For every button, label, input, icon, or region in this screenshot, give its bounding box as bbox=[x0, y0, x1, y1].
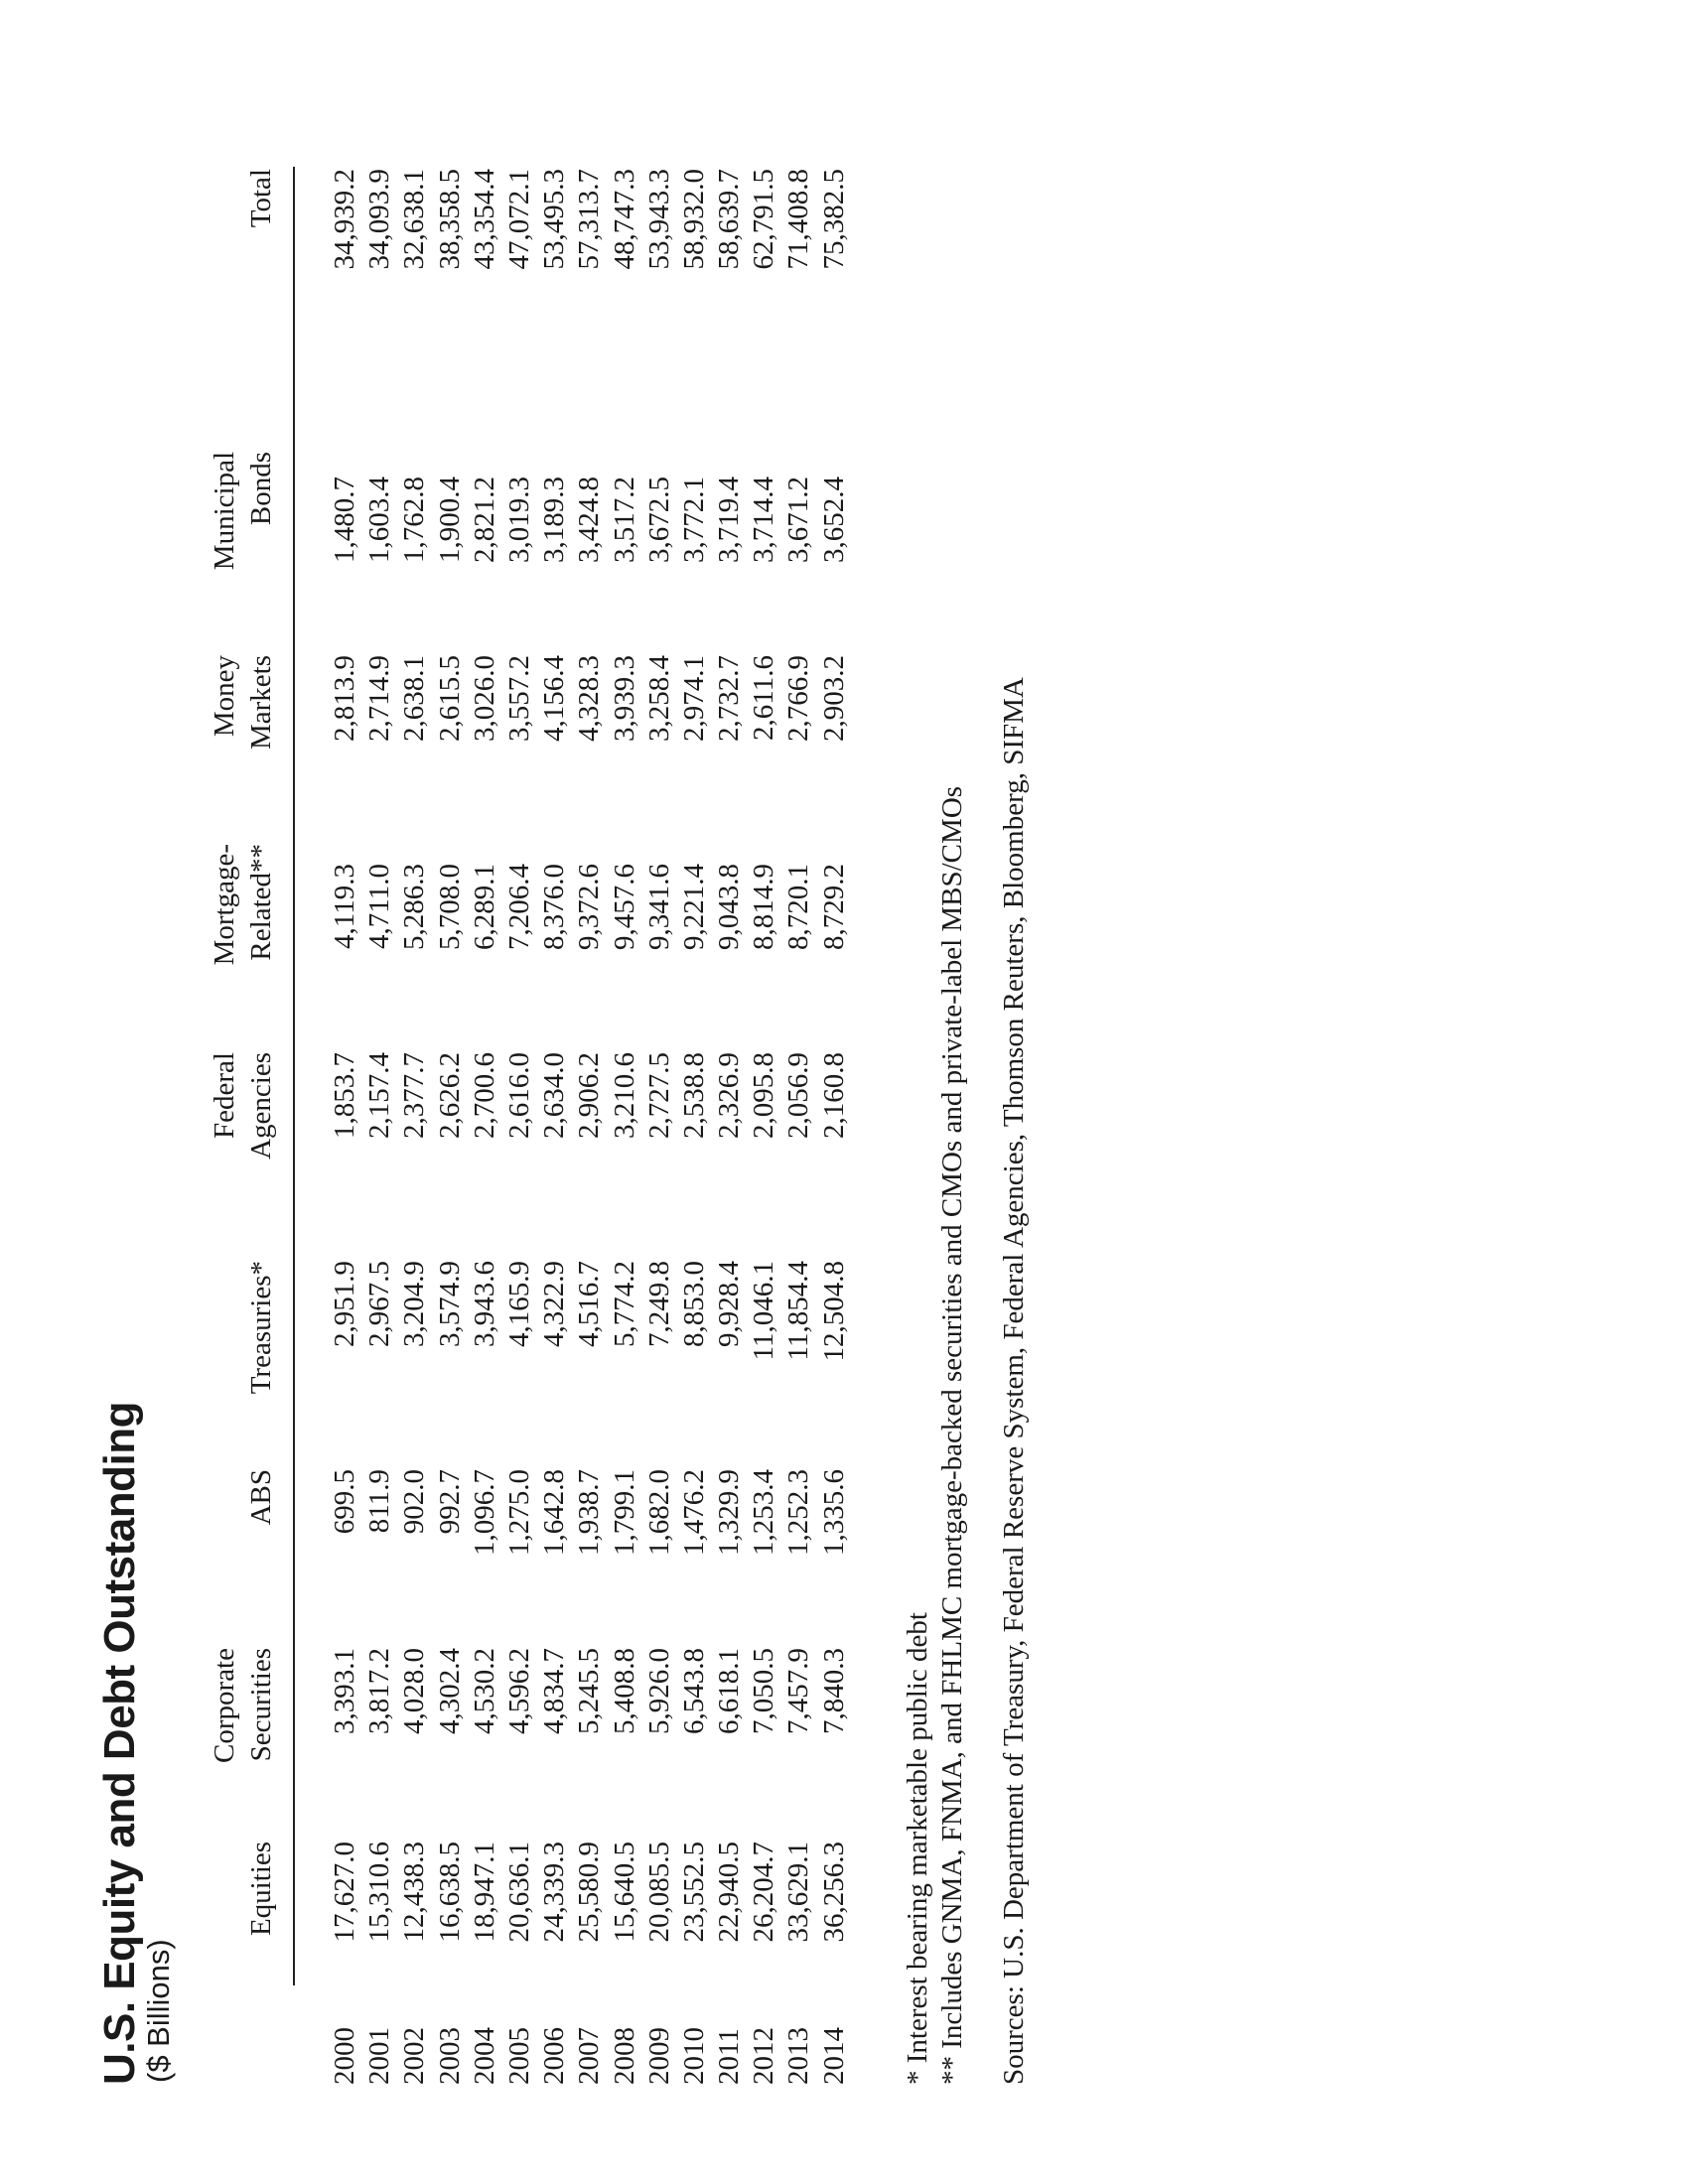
treasuries-cell: 4,322.9 bbox=[538, 1261, 571, 1347]
mortgage-related-cell: 6,289.1 bbox=[468, 864, 500, 950]
total-cell: 38,358.5 bbox=[433, 169, 466, 270]
footnote-mortgage: ** Includes GNMA, FNMA, and FHLMC mortgage-backed securities and CMOs and private-label MBS/CMOs bbox=[936, 785, 968, 2085]
year-cell: 2002 bbox=[398, 2027, 431, 2085]
corporate-securities-cell: 4,834.7 bbox=[538, 1648, 571, 1734]
corporate-securities-cell: 4,028.0 bbox=[398, 1648, 431, 1734]
abs-cell: 699.5 bbox=[329, 1469, 360, 1535]
corporate-securities-cell: 4,302.4 bbox=[433, 1648, 466, 1734]
federal-agencies-cell: 2,326.9 bbox=[713, 1052, 746, 1139]
abs-cell: 1,642.8 bbox=[538, 1469, 571, 1556]
money-markets-cell: 2,638.1 bbox=[398, 655, 431, 742]
municipal-bonds-cell: 3,424.8 bbox=[573, 477, 606, 563]
total-cell: 62,791.5 bbox=[748, 169, 780, 270]
money-markets-cell: 2,615.5 bbox=[433, 655, 466, 742]
total-cell: 58,639.7 bbox=[713, 169, 746, 270]
municipal-bonds-cell: 3,189.3 bbox=[538, 477, 571, 563]
money-markets-cell: 2,611.6 bbox=[748, 655, 780, 741]
total-cell: 57,313.7 bbox=[573, 169, 606, 270]
treasuries-cell: 4,165.9 bbox=[502, 1261, 535, 1347]
money-markets-cell: 2,714.9 bbox=[363, 655, 396, 742]
mortgage-related-cell: 5,286.3 bbox=[398, 864, 431, 950]
money-markets-cell: 2,732.7 bbox=[713, 655, 746, 742]
total-cell: 58,932.0 bbox=[677, 169, 710, 270]
mortgage-related-cell: 9,372.6 bbox=[573, 864, 606, 950]
abs-cell: 1,799.1 bbox=[608, 1469, 640, 1556]
treasuries-cell: 4,516.7 bbox=[573, 1261, 606, 1347]
year-cell: 2014 bbox=[817, 2027, 850, 2085]
money-markets-cell: 3,939.3 bbox=[608, 655, 640, 742]
municipal-bonds-cell: 3,672.5 bbox=[642, 477, 675, 563]
treasuries-cell: 11,854.4 bbox=[782, 1261, 815, 1361]
header-corporate-securities: Corporate Securities bbox=[209, 1648, 277, 1763]
corporate-securities-cell: 6,618.1 bbox=[713, 1648, 746, 1734]
equities-cell: 33,629.1 bbox=[782, 1842, 815, 1943]
mortgage-related-cell: 4,711.0 bbox=[363, 864, 396, 949]
treasuries-cell: 2,967.5 bbox=[363, 1261, 396, 1347]
header-municipal-bonds: Municipal Bonds bbox=[209, 452, 277, 571]
year-cell: 2009 bbox=[642, 2027, 675, 2085]
treasuries-cell: 3,574.9 bbox=[433, 1261, 466, 1347]
municipal-bonds-cell: 3,772.1 bbox=[677, 477, 710, 563]
municipal-bonds-cell: 3,517.2 bbox=[608, 477, 640, 563]
treasuries-cell: 11,046.1 bbox=[748, 1261, 780, 1361]
total-cell: 34,093.9 bbox=[363, 169, 396, 270]
abs-cell: 902.0 bbox=[398, 1469, 431, 1535]
year-cell: 2004 bbox=[468, 2027, 500, 2085]
corporate-securities-cell: 3,393.1 bbox=[329, 1648, 360, 1734]
column-total bbox=[328, 169, 852, 318]
federal-agencies-cell: 2,160.8 bbox=[817, 1052, 850, 1139]
money-markets-cell: 3,557.2 bbox=[502, 655, 535, 742]
total-cell: 75,382.5 bbox=[817, 169, 850, 270]
federal-agencies-cell: 1,853.7 bbox=[329, 1052, 360, 1139]
year-cell: 2006 bbox=[538, 2027, 571, 2085]
equities-cell: 17,627.0 bbox=[329, 1842, 360, 1943]
money-markets-cell: 2,903.2 bbox=[817, 655, 850, 742]
total-cell: 71,408.8 bbox=[782, 169, 815, 270]
federal-agencies-cell: 2,056.9 bbox=[782, 1052, 815, 1139]
year-cell: 2000 bbox=[329, 2027, 360, 2085]
mortgage-related-cell: 8,814.9 bbox=[748, 864, 780, 950]
money-markets-cell: 2,974.1 bbox=[677, 655, 710, 742]
treasuries-cell: 8,853.0 bbox=[677, 1261, 710, 1347]
treasuries-cell: 3,204.9 bbox=[398, 1261, 431, 1347]
header-federal-agencies: Federal Agencies bbox=[209, 1052, 277, 1160]
municipal-bonds-cell: 3,671.2 bbox=[782, 477, 815, 563]
money-markets-cell: 2,813.9 bbox=[329, 655, 360, 742]
page-title: U.S. Equity and Debt Outstanding bbox=[95, 1402, 144, 2085]
equities-cell: 18,947.1 bbox=[468, 1842, 500, 1943]
mortgage-related-cell: 4,119.3 bbox=[329, 864, 360, 949]
total-cell: 43,354.4 bbox=[468, 169, 500, 270]
corporate-securities-cell: 5,408.8 bbox=[608, 1648, 640, 1734]
column-money-markets bbox=[328, 655, 852, 794]
corporate-securities-cell: 7,457.9 bbox=[782, 1648, 815, 1734]
column-federal-agencies bbox=[328, 1052, 852, 1191]
mortgage-related-cell: 5,708.0 bbox=[433, 864, 466, 950]
municipal-bonds-cell: 1,480.7 bbox=[329, 477, 360, 563]
equities-cell: 26,204.7 bbox=[748, 1842, 780, 1943]
year-cell: 2010 bbox=[677, 2027, 710, 2085]
abs-cell: 1,335.6 bbox=[817, 1469, 850, 1556]
municipal-bonds-cell: 2,821.2 bbox=[468, 477, 500, 563]
column-equities bbox=[328, 1842, 852, 1990]
treasuries-cell: 12,504.8 bbox=[817, 1261, 850, 1362]
federal-agencies-cell: 2,377.7 bbox=[398, 1052, 431, 1139]
equities-cell: 12,438.3 bbox=[398, 1842, 431, 1943]
equities-cell: 20,636.1 bbox=[502, 1842, 535, 1943]
year-cell: 2012 bbox=[748, 2027, 780, 2085]
federal-agencies-cell: 2,727.5 bbox=[642, 1052, 675, 1139]
corporate-securities-cell: 4,596.2 bbox=[502, 1648, 535, 1734]
total-cell: 53,495.3 bbox=[538, 169, 571, 270]
municipal-bonds-cell: 3,652.4 bbox=[817, 477, 850, 563]
abs-cell: 992.7 bbox=[433, 1469, 466, 1535]
mortgage-related-cell: 9,341.6 bbox=[642, 864, 675, 950]
abs-cell: 811.9 bbox=[363, 1469, 396, 1534]
mortgage-related-cell: 8,729.2 bbox=[817, 864, 850, 950]
year-cell: 2011 bbox=[713, 2028, 746, 2085]
equities-cell: 23,552.5 bbox=[677, 1842, 710, 1943]
mortgage-related-cell: 9,043.8 bbox=[713, 864, 746, 950]
federal-agencies-cell: 2,700.6 bbox=[468, 1052, 500, 1139]
treasuries-cell: 7,249.8 bbox=[642, 1261, 675, 1347]
header-equities: Equities bbox=[245, 1842, 277, 1937]
header-total: Total bbox=[245, 169, 277, 228]
total-cell: 32,638.1 bbox=[398, 169, 431, 270]
equities-cell: 15,640.5 bbox=[608, 1842, 640, 1943]
federal-agencies-cell: 3,210.6 bbox=[608, 1052, 640, 1139]
municipal-bonds-cell: 3,719.4 bbox=[713, 477, 746, 563]
total-cell: 47,072.1 bbox=[502, 169, 535, 270]
money-markets-cell: 3,258.4 bbox=[642, 655, 675, 742]
year-cell: 2003 bbox=[433, 2027, 466, 2085]
equities-cell: 20,085.5 bbox=[642, 1842, 675, 1943]
abs-cell: 1,253.4 bbox=[748, 1469, 780, 1556]
equities-cell: 22,940.5 bbox=[713, 1842, 746, 1943]
mortgage-related-cell: 8,376.0 bbox=[538, 864, 571, 950]
treasuries-cell: 5,774.2 bbox=[608, 1261, 640, 1347]
corporate-securities-cell: 7,840.3 bbox=[817, 1648, 850, 1734]
municipal-bonds-cell: 3,714.4 bbox=[748, 477, 780, 563]
column-municipal-bonds bbox=[328, 477, 852, 615]
abs-cell: 1,096.7 bbox=[468, 1469, 500, 1556]
mortgage-related-cell: 8,720.1 bbox=[782, 864, 815, 950]
year-cell: 2008 bbox=[608, 2027, 640, 2085]
federal-agencies-cell: 2,157.4 bbox=[363, 1052, 396, 1139]
abs-cell: 1,938.7 bbox=[573, 1469, 606, 1556]
column-treasuries bbox=[328, 1261, 852, 1420]
municipal-bonds-cell: 1,900.4 bbox=[433, 477, 466, 563]
header-abs: ABS bbox=[245, 1469, 277, 1526]
federal-agencies-cell: 2,538.8 bbox=[677, 1052, 710, 1139]
header-treasuries: Treasuries* bbox=[245, 1261, 277, 1395]
abs-cell: 1,682.0 bbox=[642, 1469, 675, 1556]
column-years bbox=[328, 2005, 852, 2085]
mortgage-related-cell: 9,457.6 bbox=[608, 864, 640, 950]
treasuries-cell: 9,928.4 bbox=[713, 1261, 746, 1347]
treasuries-cell: 2,951.9 bbox=[329, 1261, 360, 1347]
corporate-securities-cell: 3,817.2 bbox=[363, 1648, 396, 1734]
equities-cell: 16,638.5 bbox=[433, 1842, 466, 1943]
year-cell: 2001 bbox=[363, 2027, 396, 2085]
money-markets-cell: 3,026.0 bbox=[468, 655, 500, 742]
column-mortgage-related bbox=[328, 864, 852, 1013]
money-markets-cell: 2,766.9 bbox=[782, 655, 815, 742]
corporate-securities-cell: 5,245.5 bbox=[573, 1648, 606, 1734]
equities-cell: 25,580.9 bbox=[573, 1842, 606, 1943]
money-markets-cell: 4,156.4 bbox=[538, 655, 571, 742]
municipal-bonds-cell: 1,762.8 bbox=[398, 477, 431, 563]
year-cell: 2013 bbox=[782, 2027, 815, 2085]
money-markets-cell: 4,328.3 bbox=[573, 655, 606, 742]
corporate-securities-cell: 7,050.5 bbox=[748, 1648, 780, 1734]
header-rule bbox=[293, 167, 295, 1985]
federal-agencies-cell: 2,616.0 bbox=[502, 1052, 535, 1139]
federal-agencies-cell: 2,095.8 bbox=[748, 1052, 780, 1139]
municipal-bonds-cell: 3,019.3 bbox=[502, 477, 535, 563]
mortgage-related-cell: 9,221.4 bbox=[677, 864, 710, 950]
mortgage-related-cell: 7,206.4 bbox=[502, 864, 535, 950]
header-money-markets: Money Markets bbox=[209, 655, 277, 751]
total-cell: 53,943.3 bbox=[642, 169, 675, 270]
federal-agencies-cell: 2,626.2 bbox=[433, 1052, 466, 1139]
corporate-securities-cell: 6,543.8 bbox=[677, 1648, 710, 1734]
abs-cell: 1,252.3 bbox=[782, 1469, 815, 1556]
municipal-bonds-cell: 1,603.4 bbox=[363, 477, 396, 563]
sources-note: Sources: U.S. Department of Treasury, Federal Reserve System, Federal Agencies, Thomson Reuters, Bloomberg, SIFMA bbox=[998, 677, 1030, 2085]
year-cell: 2007 bbox=[573, 2027, 606, 2085]
page-subtitle: ($ Billions) bbox=[141, 1939, 176, 2083]
total-cell: 48,747.3 bbox=[608, 169, 640, 270]
treasuries-cell: 3,943.6 bbox=[468, 1261, 500, 1347]
column-corporate-securities bbox=[328, 1648, 852, 1817]
federal-agencies-cell: 2,906.2 bbox=[573, 1052, 606, 1139]
total-cell: 34,939.2 bbox=[329, 169, 360, 270]
corporate-securities-cell: 4,530.2 bbox=[468, 1648, 500, 1734]
abs-cell: 1,275.0 bbox=[502, 1469, 535, 1556]
column-abs bbox=[328, 1469, 852, 1588]
corporate-securities-cell: 5,926.0 bbox=[642, 1648, 675, 1734]
year-cell: 2005 bbox=[502, 2027, 535, 2085]
footnote-treasuries: * Interest bearing marketable public debt bbox=[902, 1612, 933, 2085]
abs-cell: 1,476.2 bbox=[677, 1469, 710, 1556]
equities-cell: 24,339.3 bbox=[538, 1842, 571, 1943]
equities-cell: 36,256.3 bbox=[817, 1842, 850, 1943]
abs-cell: 1,329.9 bbox=[713, 1469, 746, 1556]
federal-agencies-cell: 2,634.0 bbox=[538, 1052, 571, 1139]
header-mortgage-related: Mortgage- Related** bbox=[209, 844, 277, 966]
equities-cell: 15,310.6 bbox=[363, 1842, 396, 1943]
